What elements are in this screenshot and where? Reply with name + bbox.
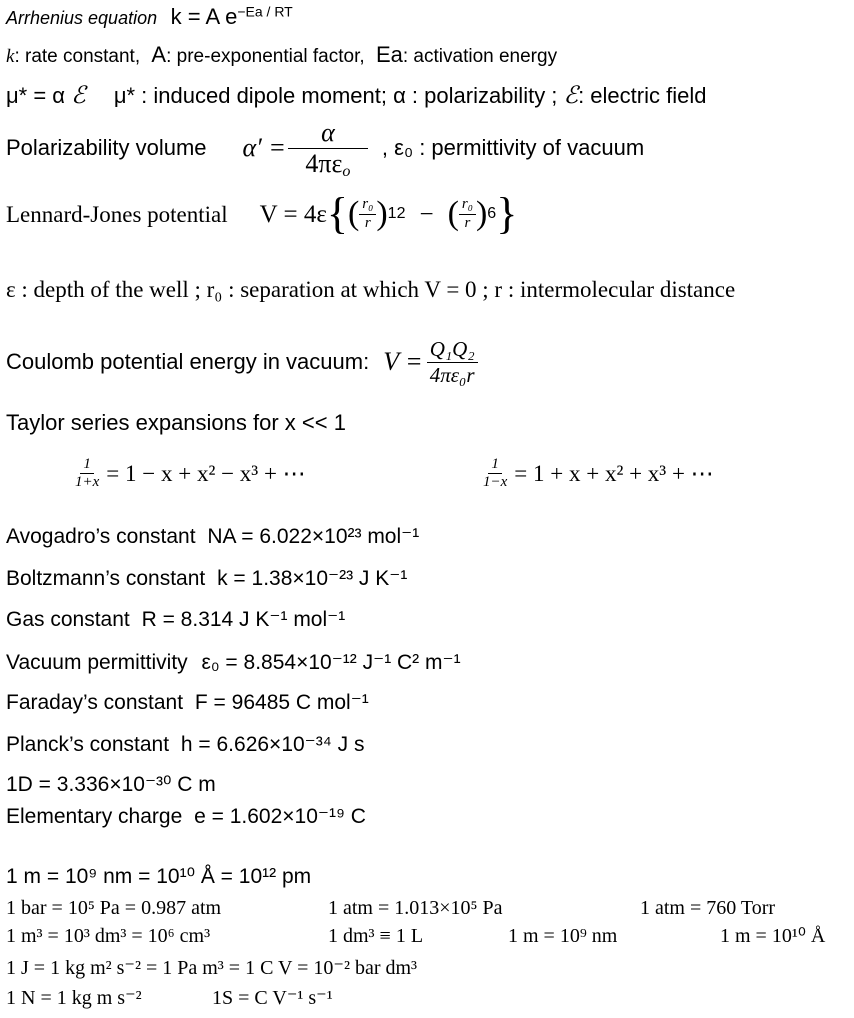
vacuum-label: Vacuum permittivity bbox=[6, 651, 188, 674]
arrhenius-exponent: −Ea / RT bbox=[237, 3, 293, 20]
taylor-left-fraction bbox=[72, 456, 102, 492]
lj-r-1: r bbox=[364, 214, 371, 231]
taylor-right-rhs: = 1 + x + x² + x³ + ⋯ bbox=[514, 461, 714, 487]
ea-symbol: Ea bbox=[375, 42, 403, 67]
lj-fraction-2 bbox=[459, 196, 476, 232]
lj-paren-open-2: ( bbox=[447, 195, 459, 233]
planck-line bbox=[6, 734, 364, 755]
a-symbol: A bbox=[151, 42, 167, 67]
lj-right-brace: } bbox=[496, 189, 518, 239]
arrhenius-equation: k = A e bbox=[170, 4, 238, 29]
k-definition: : rate constant, bbox=[14, 46, 141, 67]
gas-line bbox=[6, 609, 345, 630]
taylor-right-den: 1−x bbox=[483, 474, 508, 491]
taylor-left-rhs: = 1 − x + x² − x³ + ⋯ bbox=[106, 461, 306, 487]
coulomb-label: Coulomb potential energy in vacuum: bbox=[6, 349, 370, 374]
polarizability-numerator: α bbox=[288, 118, 368, 149]
vacuum-line bbox=[6, 652, 461, 673]
lj-left-brace: { bbox=[326, 189, 348, 239]
vacuum-value: ε₀ = 8.854×10⁻¹² J⁻¹ C² m⁻¹ bbox=[201, 651, 461, 674]
units-m-nm: 1 m = 10⁹ nm bbox=[508, 925, 618, 947]
boltzmann-line bbox=[6, 568, 407, 589]
elementary-value: e = 1.602×10⁻¹⁹ C bbox=[194, 805, 366, 828]
units-newton: 1 N = 1 kg m s⁻² bbox=[6, 987, 142, 1009]
dipole-definition: μ* : induced dipole moment; α : polarizability ; bbox=[113, 83, 558, 108]
avogadro-line bbox=[6, 526, 419, 547]
lj-definition: ε : depth of the well ; r₀ : separation at which V = 0 ; r : intermolecular distance bbox=[6, 277, 736, 302]
lennard-jones-line: Lennard-Jones potential V = 4ε { ( $\frac{\text{r₀}}{r}$ ) 12 − ( $\frac{\text{r₀}}{r}$ ) 6 } bbox=[6, 189, 518, 239]
units-length: 1 m = 10⁹ nm = 10¹⁰ Å = 10¹² pm bbox=[6, 865, 312, 888]
taylor-left-den: 1+x bbox=[75, 474, 100, 491]
arrhenius-line bbox=[6, 3, 293, 29]
units-dm3: 1 dm³ ≡ 1 L bbox=[328, 925, 424, 947]
planck-label: Planck’s constant bbox=[6, 733, 170, 756]
lj-r0-2: r₀ bbox=[459, 196, 476, 214]
taylor-right-num: 1 bbox=[488, 456, 502, 474]
avogadro-label: Avogadro’s constant bbox=[6, 525, 196, 548]
lj-minus: − bbox=[419, 200, 434, 228]
avogadro-value: NA = 6.022×10²³ mol⁻¹ bbox=[207, 525, 420, 548]
lj-r-2: r bbox=[464, 214, 471, 231]
polarizability-den-sub: o bbox=[342, 162, 351, 180]
planck-value: h = 6.626×10⁻³⁴ J s bbox=[180, 733, 365, 756]
lj-paren-close-2: ) bbox=[475, 195, 488, 233]
dipole-line bbox=[6, 84, 706, 108]
taylor-left bbox=[72, 456, 306, 492]
taylor-right-fraction bbox=[480, 456, 510, 492]
lj-label: Lennard-Jones potential bbox=[6, 201, 228, 227]
polarizability-lhs: α′ = bbox=[242, 133, 286, 162]
elementary-label: Elementary charge bbox=[6, 805, 183, 828]
gas-label: Gas constant bbox=[6, 608, 130, 631]
elementary-line bbox=[6, 806, 366, 827]
taylor-label: Taylor series expansions for x << 1 bbox=[6, 410, 346, 435]
arrhenius-label: Arrhenius equation bbox=[6, 8, 158, 28]
coulomb-lhs: V = bbox=[383, 347, 423, 376]
coulomb-denominator: 4πε₀r bbox=[429, 362, 475, 387]
taylor-left-num: 1 bbox=[80, 456, 94, 474]
units-m3: 1 m³ = 10³ dm³ = 10⁶ cm³ bbox=[6, 925, 211, 947]
coulomb-fraction bbox=[427, 337, 478, 386]
a-definition: : pre-exponential factor, bbox=[166, 46, 365, 67]
lj-fraction-1 bbox=[359, 196, 376, 232]
lj-paren-close-1: ) bbox=[376, 195, 388, 233]
ea-definition: : activation energy bbox=[402, 46, 558, 67]
coulomb-numerator: Q₁Q₂ bbox=[427, 337, 478, 362]
arrhenius-definitions bbox=[6, 44, 557, 66]
faraday-label: Faraday’s constant bbox=[6, 691, 184, 714]
boltzmann-value: k = 1.38×10⁻²³ J K⁻¹ bbox=[217, 567, 408, 590]
lj-paren-open-1: ( bbox=[347, 195, 360, 233]
polarizability-line bbox=[6, 118, 644, 178]
permittivity-definition: , ε₀ : permittivity of vacuum bbox=[381, 135, 645, 160]
dipole-equation: μ* = α bbox=[6, 83, 66, 108]
faraday-value: F = 96485 C mol⁻¹ bbox=[194, 691, 369, 714]
polarizability-fraction bbox=[288, 118, 368, 179]
units-m-a: 1 m = 10¹⁰ Å bbox=[720, 925, 826, 947]
units-atm-pa: 1 atm = 1.013×10⁵ Pa bbox=[328, 897, 503, 919]
k-symbol: k bbox=[6, 46, 15, 67]
coulomb-line bbox=[6, 330, 478, 394]
units-joule: 1 J = 1 kg m² s⁻² = 1 Pa m³ = 1 C V = 10⁻² bar dm³ bbox=[6, 957, 418, 979]
faraday-line bbox=[6, 692, 369, 713]
field-symbol-2: ℰ bbox=[563, 83, 579, 109]
polarizability-label: Polarizability volume bbox=[6, 135, 207, 160]
gas-value: R = 8.314 J K⁻¹ mol⁻¹ bbox=[141, 608, 346, 631]
units-atm-torr: 1 atm = 760 Torr bbox=[640, 897, 776, 919]
boltzmann-label: Boltzmann’s constant bbox=[6, 567, 206, 590]
units-bar: 1 bar = 10⁵ Pa = 0.987 atm bbox=[6, 897, 222, 919]
field-definition: : electric field bbox=[578, 83, 707, 108]
units-siemens: 1S = C V⁻¹ s⁻¹ bbox=[212, 987, 333, 1009]
taylor-right bbox=[480, 456, 714, 492]
lj-r0-1: r₀ bbox=[359, 196, 376, 214]
field-symbol: ℰ bbox=[71, 83, 86, 109]
polarizability-denominator: 4πε bbox=[305, 148, 343, 178]
debye-line: 1D = 3.336×10⁻³⁰ C m bbox=[6, 773, 216, 796]
lj-lhs: V = 4ε bbox=[259, 200, 327, 228]
